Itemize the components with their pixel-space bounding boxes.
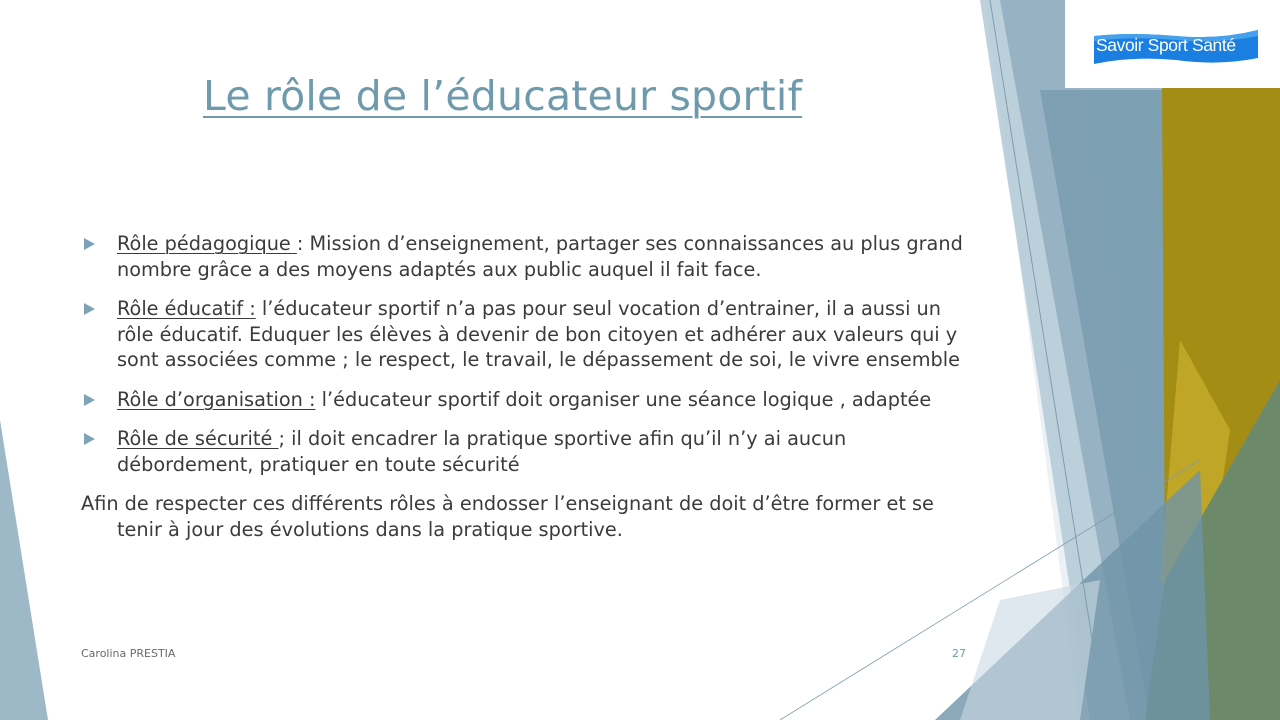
list-item <box>81 296 971 373</box>
item-text: il doit encadrer la pratique sportive afin qu’il n’y ai aucun débordement, pratiquer en toute sécurité <box>117 427 847 476</box>
triangle-bullet-icon <box>84 303 95 315</box>
item-text: l’éducateur sportif doit organiser une séance logique , adaptée <box>315 387 932 411</box>
page-number: 27 <box>952 647 966 660</box>
left-edge-shape <box>0 420 48 720</box>
list-item <box>81 426 971 477</box>
list-item <box>81 231 971 282</box>
triangle-bullet-icon <box>84 238 95 250</box>
item-label: Rôle d’organisation : <box>117 387 316 411</box>
item-separator: ; <box>278 427 285 450</box>
bottom-pale-wedge <box>960 580 1100 720</box>
item-separator: : <box>296 232 304 255</box>
footer-author: Carolina PRESTIA <box>81 647 176 660</box>
item-label: Rôle éducatif : <box>117 297 256 320</box>
triangle-bullet-icon <box>84 394 95 406</box>
list-item <box>81 387 971 413</box>
triangle-bullet-icon <box>84 433 95 445</box>
logo-text: Savoir Sport Santé <box>1096 35 1236 55</box>
item-text: Mission d’enseignement, partager ses connaissances au plus grand nombre grâce a des moyens adaptés aux public auquel il fait face. <box>117 232 963 281</box>
slide-title: Le rôle de l’éducateur sportif <box>203 72 803 120</box>
closing-paragraph: Afin de respecter ces différents rôles à endosser l’enseignant de doit d’être former et se tenir à jour des évolutions dans la pratique sportive. <box>81 492 934 541</box>
item-text: l’éducateur sportif n’a pas pour seul vocation d’entrainer, il a aussi un rôle éducatif. Eduquer les élèves à devenir de bon citoyen et adhérer aux valeurs qui y sont associées comme ; le respect, le travail, le dépassement de soi, le vivre ensemble <box>117 297 960 371</box>
slide-content <box>81 231 971 542</box>
item-label: Rôle de sécurité <box>117 427 279 450</box>
item-label: Rôle pédagogique <box>117 232 297 255</box>
